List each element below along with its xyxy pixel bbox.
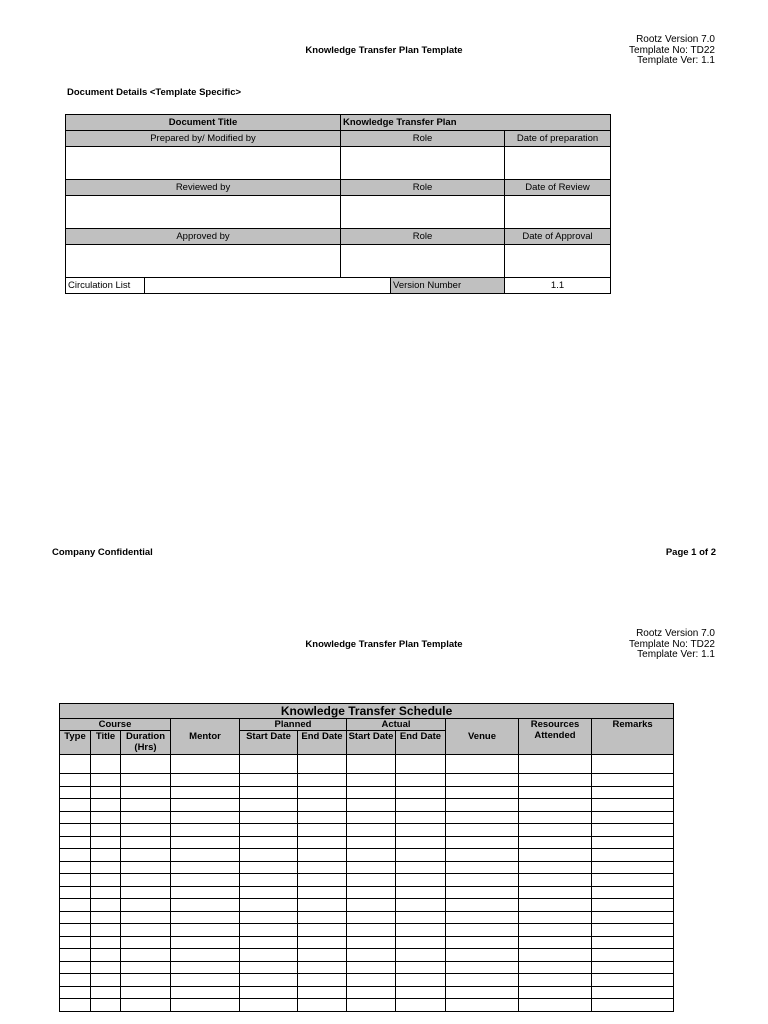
circulation-list-cell[interactable] [145, 278, 391, 294]
schedule-cell[interactable] [396, 786, 446, 799]
schedule-cell[interactable] [396, 824, 446, 837]
schedule-cell[interactable] [519, 911, 592, 924]
schedule-cell[interactable] [396, 899, 446, 912]
schedule-row [60, 799, 674, 812]
footer-page-number: Page 1 of 2 [665, 547, 716, 558]
schedule-cell[interactable] [240, 861, 298, 874]
schedule-cell[interactable] [91, 874, 121, 887]
schedule-cell[interactable] [298, 824, 347, 837]
schedule-cell[interactable] [396, 755, 446, 774]
schedule-cell[interactable] [446, 886, 519, 899]
version-number-value: 1.1 [505, 278, 611, 294]
schedule-cell[interactable] [298, 886, 347, 899]
schedule-cell[interactable] [396, 936, 446, 949]
role-label: Role [341, 229, 505, 245]
schedule-cell[interactable] [60, 899, 91, 912]
schedule-cell[interactable] [592, 949, 674, 962]
remarks-header: Remarks [592, 719, 674, 755]
schedule-row [60, 924, 674, 937]
schedule-cell[interactable] [298, 786, 347, 799]
course-group-header: Course [60, 719, 171, 731]
knowledge-transfer-schedule-table [59, 703, 674, 1012]
actual-group-header: Actual [347, 719, 446, 731]
schedule-cell[interactable] [171, 961, 240, 974]
schedule-cell[interactable] [240, 799, 298, 812]
schedule-cell[interactable] [592, 911, 674, 924]
approved-by-label: Approved by [66, 229, 341, 245]
schedule-cell[interactable] [519, 899, 592, 912]
schedule-cell[interactable] [240, 886, 298, 899]
schedule-cell[interactable] [519, 861, 592, 874]
schedule-cell[interactable] [446, 986, 519, 999]
schedule-cell[interactable] [446, 874, 519, 887]
schedule-cell[interactable] [396, 774, 446, 787]
circulation-list-label: Circulation List [66, 278, 145, 294]
schedule-cell[interactable] [91, 774, 121, 787]
schedule-cell[interactable] [298, 811, 347, 824]
schedule-cell[interactable] [519, 949, 592, 962]
schedule-cell[interactable] [171, 774, 240, 787]
actual-end-date-header: End Date [396, 731, 446, 755]
schedule-cell[interactable] [519, 824, 592, 837]
schedule-cell[interactable] [519, 924, 592, 937]
version-line: Rootz Version 7.0 [636, 628, 715, 639]
schedule-cell[interactable] [121, 949, 171, 962]
schedule-cell[interactable] [347, 755, 396, 774]
schedule-cell[interactable] [298, 999, 347, 1012]
schedule-cell[interactable] [446, 786, 519, 799]
duration-header: Duration (Hrs) [121, 731, 171, 755]
planned-end-date-header: End Date [298, 731, 347, 755]
schedule-cell[interactable] [91, 999, 121, 1012]
date-preparation-cell[interactable] [505, 147, 611, 180]
schedule-row [60, 974, 674, 987]
schedule-cell[interactable] [298, 861, 347, 874]
schedule-cell[interactable] [446, 799, 519, 812]
schedule-cell[interactable] [171, 886, 240, 899]
schedule-cell[interactable] [446, 999, 519, 1012]
date-review-label: Date of Review [505, 180, 611, 196]
date-approval-label: Date of Approval [505, 229, 611, 245]
schedule-cell[interactable] [240, 824, 298, 837]
schedule-cell[interactable] [60, 824, 91, 837]
schedule-cell[interactable] [171, 924, 240, 937]
schedule-cell[interactable] [519, 874, 592, 887]
schedule-row [60, 836, 674, 849]
schedule-cell[interactable] [396, 999, 446, 1012]
schedule-cell[interactable] [171, 799, 240, 812]
schedule-cell[interactable] [298, 911, 347, 924]
schedule-cell[interactable] [121, 786, 171, 799]
schedule-cell[interactable] [298, 936, 347, 949]
schedule-cell[interactable] [91, 849, 121, 862]
approved-role-cell[interactable] [341, 245, 505, 278]
schedule-cell[interactable] [121, 899, 171, 912]
schedule-cell[interactable] [592, 936, 674, 949]
schedule-cell[interactable] [91, 824, 121, 837]
schedule-cell[interactable] [396, 961, 446, 974]
schedule-cell[interactable] [446, 774, 519, 787]
date-approval-cell[interactable] [505, 245, 611, 278]
schedule-cell[interactable] [519, 999, 592, 1012]
schedule-cell[interactable] [60, 886, 91, 899]
schedule-cell[interactable] [240, 974, 298, 987]
schedule-cell[interactable] [347, 986, 396, 999]
schedule-cell[interactable] [121, 986, 171, 999]
schedule-cell[interactable] [446, 936, 519, 949]
schedule-cell[interactable] [240, 936, 298, 949]
schedule-cell[interactable] [446, 961, 519, 974]
schedule-cell[interactable] [592, 836, 674, 849]
schedule-cell[interactable] [347, 861, 396, 874]
schedule-cell[interactable] [240, 786, 298, 799]
schedule-cell[interactable] [519, 786, 592, 799]
prepared-role-cell[interactable] [341, 147, 505, 180]
schedule-row [60, 999, 674, 1012]
schedule-cell[interactable] [91, 861, 121, 874]
schedule-cell[interactable] [347, 974, 396, 987]
schedule-cell[interactable] [298, 874, 347, 887]
schedule-row [60, 786, 674, 799]
schedule-cell[interactable] [347, 811, 396, 824]
schedule-cell[interactable] [240, 811, 298, 824]
schedule-cell[interactable] [592, 986, 674, 999]
schedule-cell[interactable] [519, 961, 592, 974]
schedule-cell[interactable] [592, 999, 674, 1012]
template-ver-line: Template Ver: 1.1 [637, 649, 715, 660]
schedule-cell[interactable] [60, 874, 91, 887]
schedule-cell[interactable] [592, 824, 674, 837]
schedule-cell[interactable] [592, 774, 674, 787]
schedule-cell[interactable] [171, 786, 240, 799]
schedule-row [60, 899, 674, 912]
schedule-cell[interactable] [298, 849, 347, 862]
schedule-cell[interactable] [121, 849, 171, 862]
schedule-row [60, 824, 674, 837]
schedule-cell[interactable] [592, 974, 674, 987]
schedule-cell[interactable] [347, 949, 396, 962]
schedule-cell[interactable] [91, 974, 121, 987]
schedule-cell[interactable] [121, 886, 171, 899]
role-label: Role [341, 131, 505, 147]
schedule-title: Knowledge Transfer Schedule [60, 704, 674, 719]
date-preparation-label: Date of preparation [505, 131, 611, 147]
schedule-cell[interactable] [121, 874, 171, 887]
schedule-cell[interactable] [91, 961, 121, 974]
schedule-cell[interactable] [171, 755, 240, 774]
schedule-row [60, 886, 674, 899]
schedule-cell[interactable] [519, 849, 592, 862]
schedule-cell[interactable] [121, 961, 171, 974]
schedule-cell[interactable] [396, 861, 446, 874]
schedule-cell[interactable] [592, 755, 674, 774]
schedule-cell[interactable] [396, 886, 446, 899]
schedule-row [60, 849, 674, 862]
schedule-cell[interactable] [240, 911, 298, 924]
schedule-cell[interactable] [519, 974, 592, 987]
schedule-cell[interactable] [121, 836, 171, 849]
reviewed-role-cell[interactable] [341, 196, 505, 229]
schedule-cell[interactable] [446, 849, 519, 862]
schedule-cell[interactable] [91, 786, 121, 799]
schedule-cell[interactable] [298, 949, 347, 962]
schedule-cell[interactable] [60, 799, 91, 812]
schedule-cell[interactable] [396, 799, 446, 812]
schedule-cell[interactable] [298, 774, 347, 787]
schedule-row [60, 949, 674, 962]
schedule-cell[interactable] [240, 849, 298, 862]
schedule-cell[interactable] [298, 974, 347, 987]
schedule-cell[interactable] [60, 949, 91, 962]
schedule-cell[interactable] [171, 974, 240, 987]
date-review-cell[interactable] [505, 196, 611, 229]
schedule-cell[interactable] [60, 911, 91, 924]
approved-by-cell[interactable] [66, 245, 341, 278]
schedule-cell[interactable] [347, 836, 396, 849]
schedule-cell[interactable] [91, 755, 121, 774]
schedule-cell[interactable] [347, 849, 396, 862]
schedule-cell[interactable] [240, 961, 298, 974]
schedule-cell[interactable] [592, 874, 674, 887]
type-header: Type [60, 731, 91, 755]
schedule-cell[interactable] [298, 899, 347, 912]
schedule-cell[interactable] [60, 924, 91, 937]
schedule-row [60, 755, 674, 774]
document-details-table [65, 114, 611, 294]
schedule-cell[interactable] [240, 986, 298, 999]
schedule-cell[interactable] [60, 936, 91, 949]
schedule-cell[interactable] [519, 836, 592, 849]
schedule-cell[interactable] [347, 899, 396, 912]
schedule-cell[interactable] [446, 924, 519, 937]
schedule-cell[interactable] [446, 824, 519, 837]
schedule-cell[interactable] [121, 924, 171, 937]
schedule-cell[interactable] [396, 849, 446, 862]
schedule-cell[interactable] [446, 836, 519, 849]
schedule-cell[interactable] [121, 861, 171, 874]
schedule-cell[interactable] [60, 999, 91, 1012]
schedule-cell[interactable] [171, 949, 240, 962]
template-no-line: Template No: TD22 [629, 44, 715, 56]
title-header: Title [91, 731, 121, 755]
schedule-cell[interactable] [171, 811, 240, 824]
mentor-header: Mentor [171, 719, 240, 755]
version-number-label: Version Number [391, 278, 505, 294]
schedule-cell[interactable] [60, 974, 91, 987]
doc-title-label: Document Title [66, 115, 341, 131]
schedule-cell[interactable] [298, 961, 347, 974]
schedule-cell[interactable] [121, 999, 171, 1012]
schedule-row [60, 936, 674, 949]
schedule-cell[interactable] [592, 924, 674, 937]
template-ver-line: Template Ver: 1.1 [637, 55, 715, 66]
schedule-cell[interactable] [91, 899, 121, 912]
prepared-by-cell[interactable] [66, 147, 341, 180]
schedule-cell[interactable] [240, 874, 298, 887]
schedule-cell[interactable] [60, 774, 91, 787]
schedule-cell[interactable] [240, 949, 298, 962]
schedule-cell[interactable] [121, 936, 171, 949]
schedule-row [60, 811, 674, 824]
schedule-cell[interactable] [121, 824, 171, 837]
schedule-cell[interactable] [519, 799, 592, 812]
schedule-body [60, 755, 674, 1012]
page-title: Knowledge Transfer Plan Template [305, 639, 463, 650]
schedule-cell[interactable] [347, 774, 396, 787]
schedule-cell[interactable] [347, 961, 396, 974]
template-no-line: Template No: TD22 [629, 638, 715, 650]
footer-confidential: Company Confidential [52, 547, 153, 558]
schedule-cell[interactable] [592, 899, 674, 912]
schedule-cell[interactable] [347, 999, 396, 1012]
schedule-cell[interactable] [446, 949, 519, 962]
role-label: Role [341, 180, 505, 196]
prepared-by-label: Prepared by/ Modified by [66, 131, 341, 147]
schedule-cell[interactable] [91, 886, 121, 899]
schedule-cell[interactable] [446, 755, 519, 774]
schedule-cell[interactable] [171, 836, 240, 849]
schedule-cell[interactable] [121, 911, 171, 924]
schedule-cell[interactable] [519, 774, 592, 787]
schedule-cell[interactable] [298, 799, 347, 812]
schedule-cell[interactable] [171, 986, 240, 999]
schedule-cell[interactable] [519, 886, 592, 899]
schedule-cell[interactable] [240, 924, 298, 937]
actual-start-date-header: Start Date [347, 731, 396, 755]
version-line: Rootz Version 7.0 [636, 34, 715, 45]
section-heading: Document Details <Template Specific> [67, 87, 242, 98]
schedule-cell[interactable] [298, 755, 347, 774]
schedule-cell[interactable] [592, 786, 674, 799]
schedule-row [60, 861, 674, 874]
page-title: Knowledge Transfer Plan Template [305, 45, 463, 56]
schedule-cell[interactable] [519, 811, 592, 824]
schedule-cell[interactable] [396, 986, 446, 999]
schedule-cell[interactable] [60, 961, 91, 974]
schedule-cell[interactable] [446, 911, 519, 924]
schedule-cell[interactable] [592, 886, 674, 899]
schedule-cell[interactable] [298, 836, 347, 849]
schedule-cell[interactable] [347, 874, 396, 887]
schedule-cell[interactable] [60, 849, 91, 862]
schedule-cell[interactable] [240, 774, 298, 787]
schedule-cell[interactable] [347, 824, 396, 837]
resources-attended-header: Resources Attended [519, 719, 592, 755]
schedule-cell[interactable] [171, 999, 240, 1012]
schedule-cell[interactable] [60, 836, 91, 849]
schedule-cell[interactable] [347, 799, 396, 812]
schedule-cell[interactable] [347, 886, 396, 899]
schedule-cell[interactable] [91, 811, 121, 824]
schedule-cell[interactable] [171, 874, 240, 887]
planned-group-header: Planned [240, 719, 347, 731]
schedule-cell[interactable] [519, 755, 592, 774]
schedule-cell[interactable] [519, 986, 592, 999]
schedule-cell[interactable] [121, 755, 171, 774]
schedule-cell[interactable] [60, 861, 91, 874]
schedule-cell[interactable] [446, 974, 519, 987]
venue-header: Venue [446, 719, 519, 755]
schedule-cell[interactable] [91, 799, 121, 812]
schedule-row [60, 774, 674, 787]
schedule-cell[interactable] [91, 949, 121, 962]
schedule-cell[interactable] [171, 861, 240, 874]
reviewed-by-cell[interactable] [66, 196, 341, 229]
schedule-cell[interactable] [347, 936, 396, 949]
schedule-cell[interactable] [171, 936, 240, 949]
reviewed-by-label: Reviewed by [66, 180, 341, 196]
schedule-cell[interactable] [446, 861, 519, 874]
schedule-cell[interactable] [592, 849, 674, 862]
schedule-cell[interactable] [347, 924, 396, 937]
schedule-cell[interactable] [396, 974, 446, 987]
schedule-cell[interactable] [240, 999, 298, 1012]
doc-title-value: Knowledge Transfer Plan [341, 115, 611, 131]
schedule-cell[interactable] [396, 949, 446, 962]
schedule-cell[interactable] [91, 836, 121, 849]
schedule-cell[interactable] [91, 936, 121, 949]
planned-start-date-header: Start Date [240, 731, 298, 755]
schedule-cell[interactable] [171, 899, 240, 912]
schedule-cell[interactable] [347, 786, 396, 799]
schedule-row [60, 961, 674, 974]
schedule-cell[interactable] [396, 874, 446, 887]
schedule-cell[interactable] [91, 924, 121, 937]
schedule-cell[interactable] [446, 899, 519, 912]
schedule-row [60, 874, 674, 887]
schedule-cell[interactable] [519, 936, 592, 949]
schedule-cell[interactable] [592, 961, 674, 974]
schedule-cell[interactable] [171, 911, 240, 924]
schedule-cell[interactable] [121, 974, 171, 987]
schedule-cell[interactable] [121, 811, 171, 824]
schedule-cell[interactable] [396, 836, 446, 849]
schedule-cell[interactable] [347, 911, 396, 924]
schedule-cell[interactable] [240, 899, 298, 912]
schedule-cell[interactable] [396, 911, 446, 924]
schedule-cell[interactable] [592, 811, 674, 824]
schedule-cell[interactable] [121, 774, 171, 787]
schedule-cell[interactable] [60, 786, 91, 799]
schedule-cell[interactable] [91, 986, 121, 999]
schedule-cell[interactable] [240, 836, 298, 849]
schedule-cell[interactable] [171, 824, 240, 837]
schedule-cell[interactable] [592, 861, 674, 874]
schedule-cell[interactable] [171, 849, 240, 862]
schedule-row [60, 986, 674, 999]
schedule-cell[interactable] [91, 911, 121, 924]
schedule-cell[interactable] [396, 924, 446, 937]
schedule-cell[interactable] [121, 799, 171, 812]
schedule-cell[interactable] [60, 755, 91, 774]
schedule-cell[interactable] [298, 986, 347, 999]
schedule-cell[interactable] [396, 811, 446, 824]
schedule-cell[interactable] [446, 811, 519, 824]
schedule-cell[interactable] [240, 755, 298, 774]
schedule-cell[interactable] [60, 986, 91, 999]
schedule-cell[interactable] [298, 924, 347, 937]
schedule-cell[interactable] [60, 811, 91, 824]
schedule-row [60, 911, 674, 924]
schedule-cell[interactable] [592, 799, 674, 812]
